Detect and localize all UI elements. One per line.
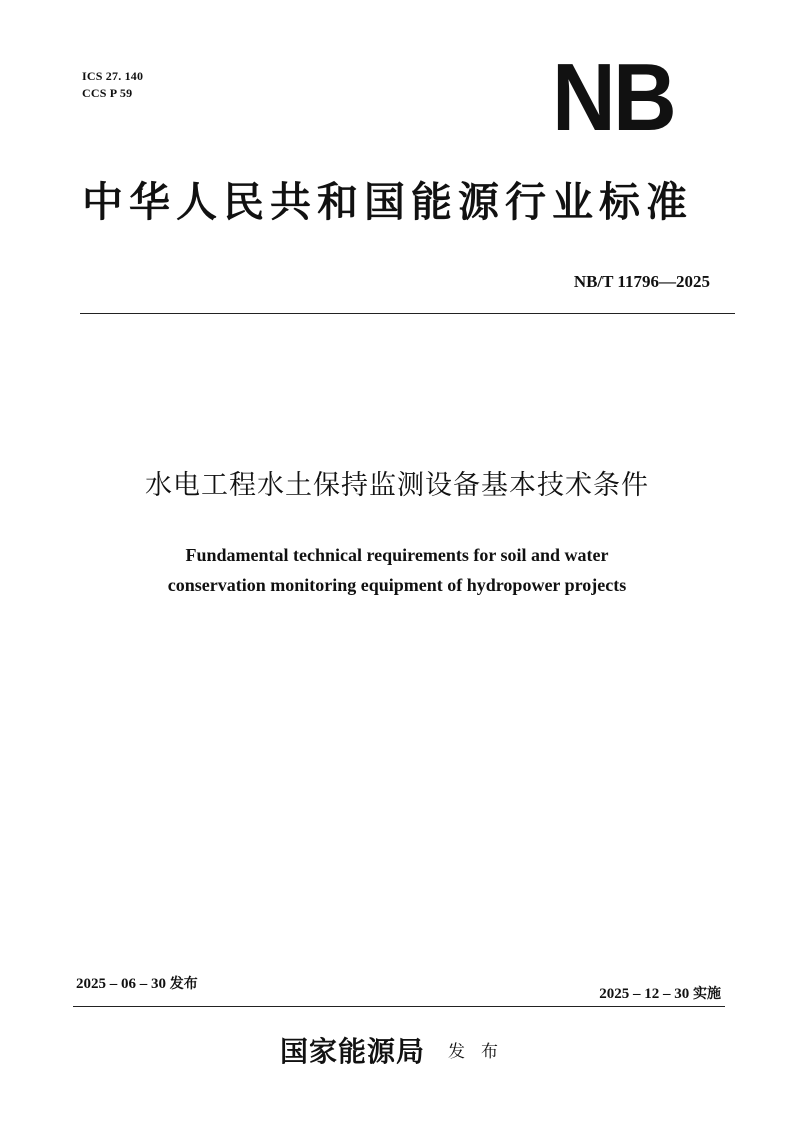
title-english-line1: Fundamental technical requirements for soil and water (185, 545, 609, 565)
implementation-date: 2025 – 12 – 30 (599, 986, 690, 1002)
issuer-block (0, 1030, 794, 1074)
title-english (0, 540, 794, 600)
issue-date: 2025 – 06 – 30 (76, 976, 166, 992)
issue-date-block (76, 973, 198, 995)
ics-code: ICS 27. 140 (82, 69, 144, 83)
standard-number: NB/T 11796—2025 (573, 272, 710, 291)
bottom-divider (73, 1006, 725, 1007)
top-divider (80, 313, 735, 314)
issue-label: 发布 (169, 976, 198, 992)
ccs-code: CCS P 59 (82, 86, 133, 100)
standard-category: 中华人民共和国能源行业标准 (82, 178, 693, 226)
issuer-name: 国家能源局 (279, 1035, 425, 1068)
implementation-label: 实施 (693, 986, 721, 1002)
title-chinese: 水电工程水土保持监测设备基本技术条件 (145, 470, 649, 501)
classification-codes (82, 68, 143, 102)
title-english-line2: conservation monitoring equipment of hydropower projects (167, 575, 627, 595)
issuer-action: 发布 (448, 1042, 515, 1062)
nb-logo: NB (552, 44, 675, 151)
implementation-date-block (599, 983, 721, 1005)
